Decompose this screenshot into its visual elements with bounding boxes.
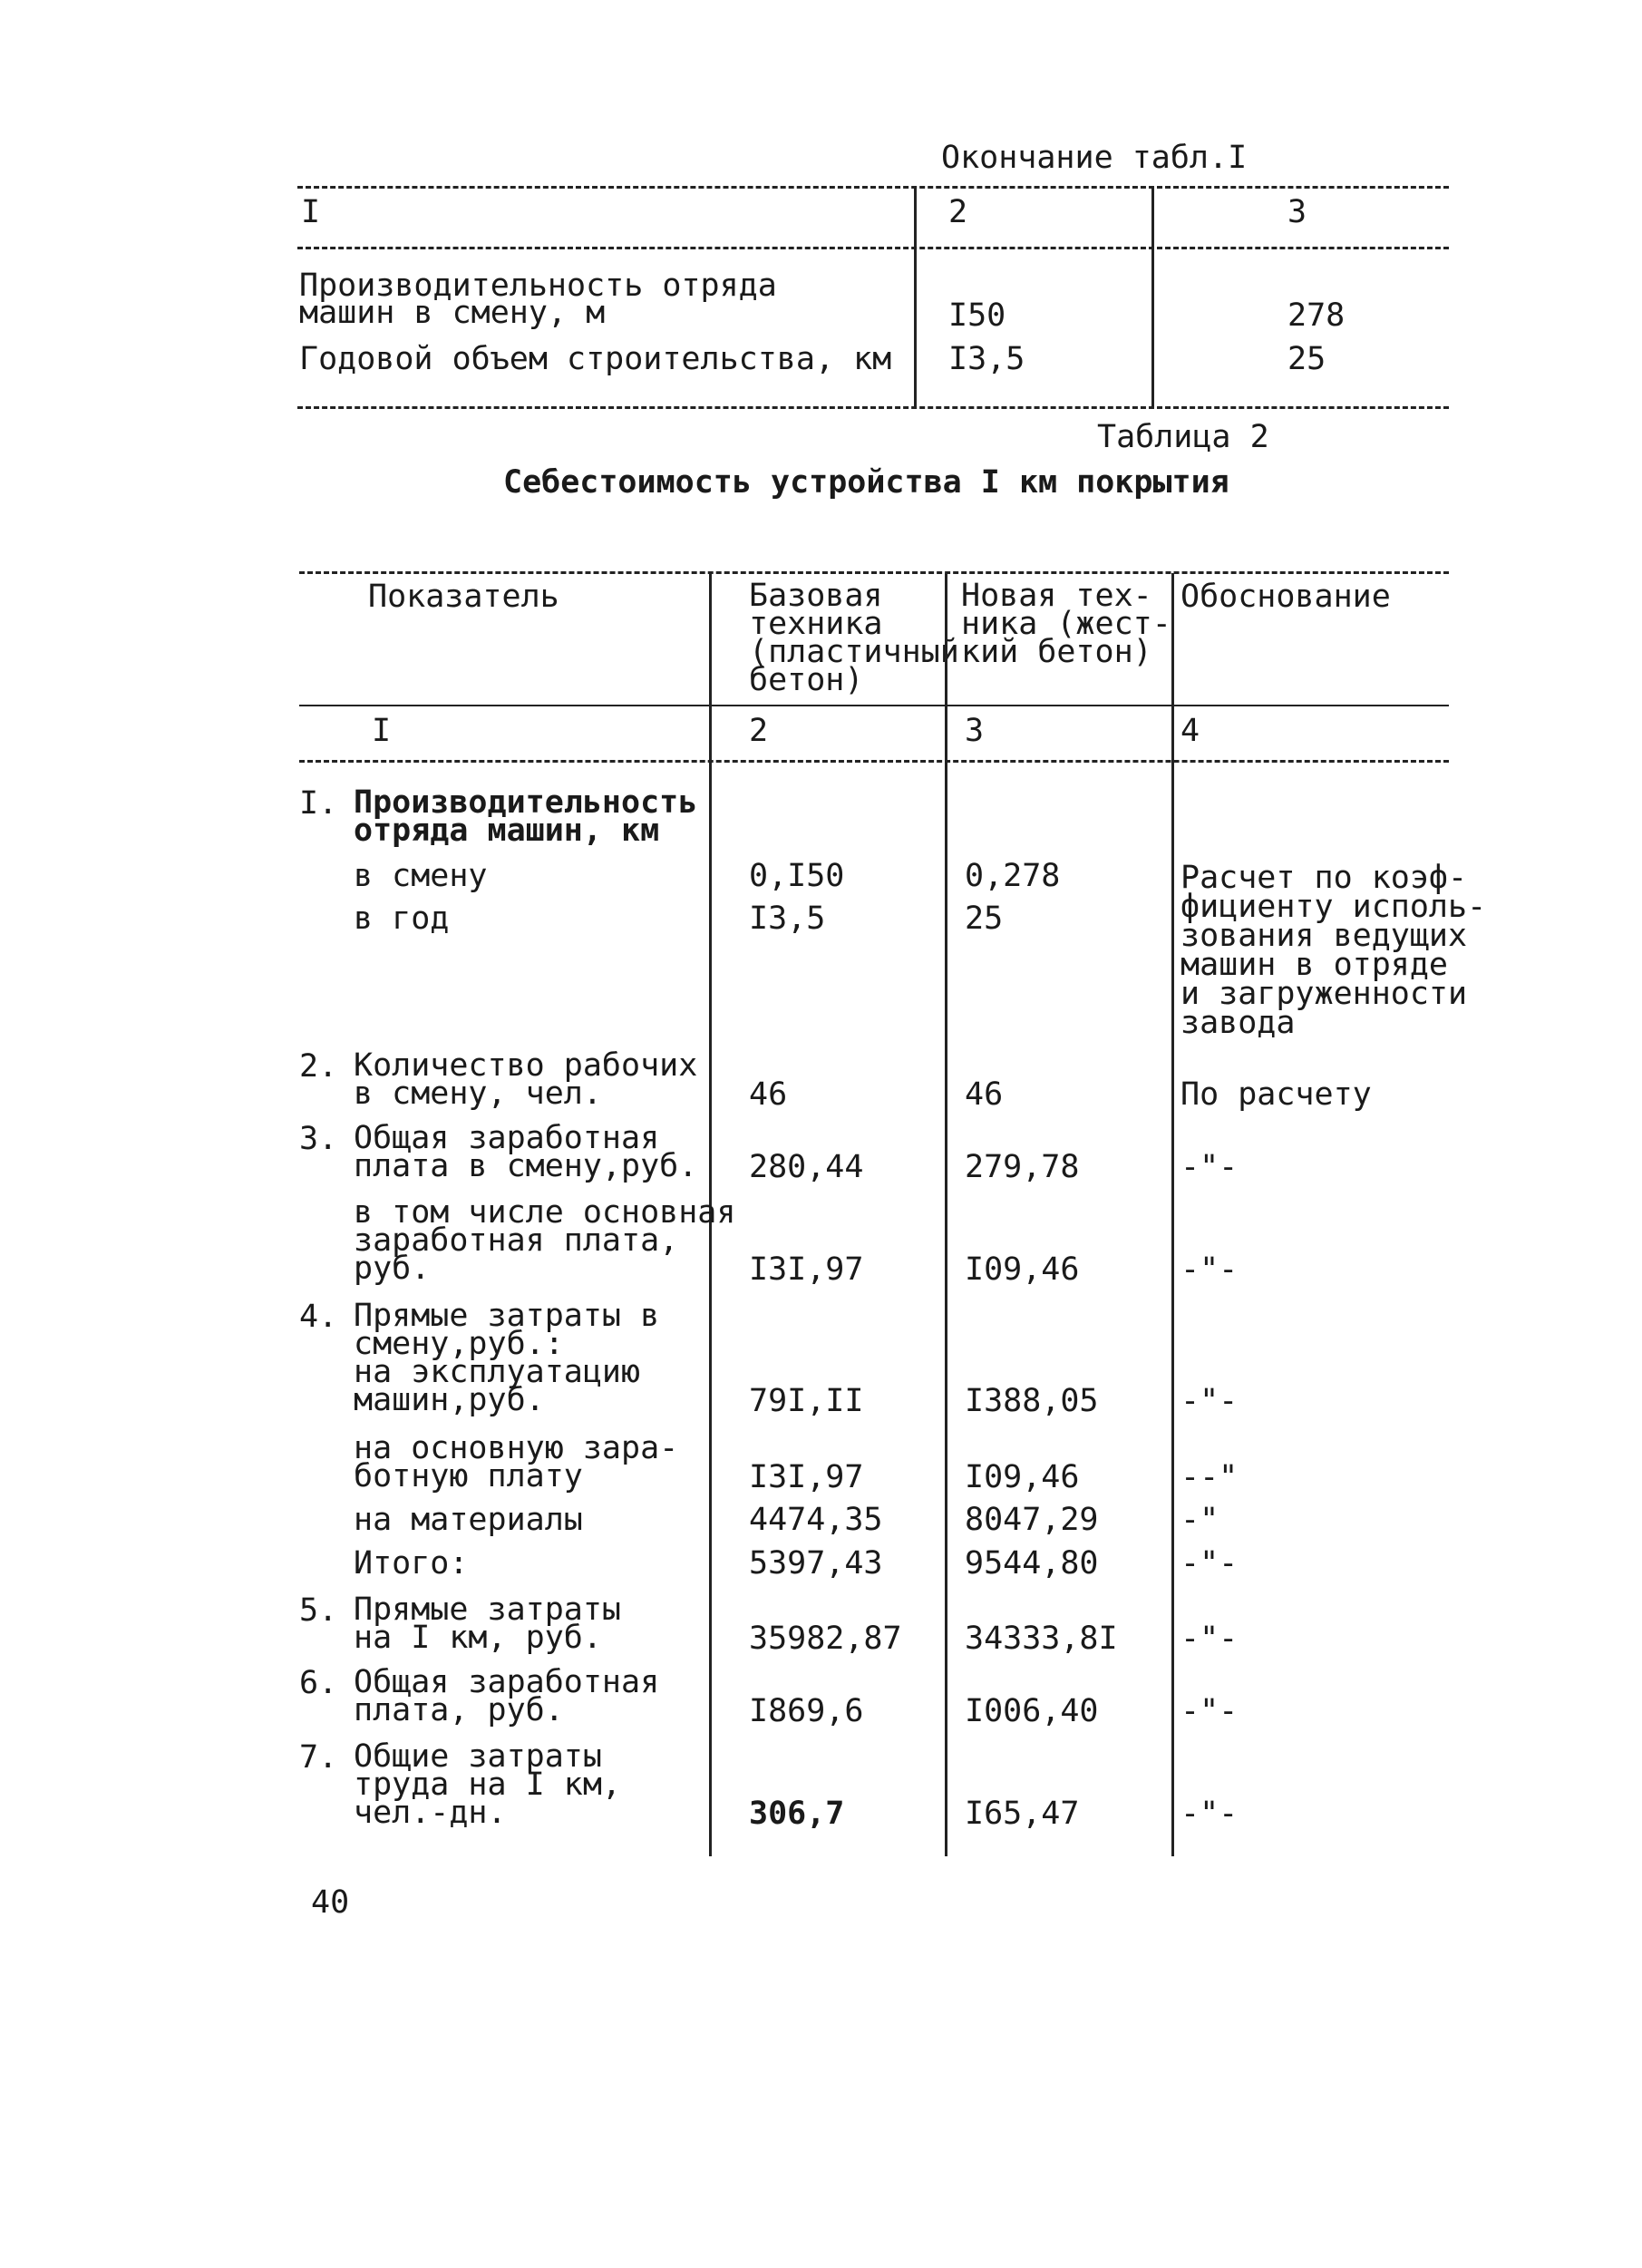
table2-row4-label: Количество рабочих в смену, чел.: [354, 1047, 698, 1112]
table2-colnum-4: 4: [1180, 713, 1200, 749]
table2-row11-justification: -"-: [1180, 1621, 1239, 1657]
table2-row10-val2: 5397,43: [749, 1545, 883, 1582]
table2-row13-justification: -"-: [1180, 1796, 1239, 1832]
table2-row5-justification: -"-: [1180, 1149, 1239, 1185]
table2-row11-label: Прямые затраты на I км, руб.: [354, 1591, 622, 1656]
table1-top-rule: [297, 186, 1449, 189]
table2-colnum-rule: [299, 760, 1449, 763]
table1-row2-val2: I3,5: [948, 341, 1025, 377]
table2-row10-justification: -"-: [1180, 1545, 1239, 1582]
table2-row2-justification: Расчет по коэф- фициенту исполь- зования ведущих машин в отряде и загруженности завода: [1180, 860, 1487, 1041]
table2-row12-val2: I869,6: [749, 1693, 864, 1729]
table1-row1-val3: 278: [1287, 297, 1346, 334]
table1-divider-1: [914, 188, 917, 408]
table2-row6-label: в том числе основная заработная плата, руб.: [354, 1194, 736, 1287]
table2-title: Себестоимость устройства I км покрытия: [503, 464, 1229, 501]
table2-row3-val3: 25: [965, 900, 1004, 937]
table2-row4-val2: 46: [749, 1076, 788, 1113]
table2-row11-val2: 35982,87: [749, 1621, 902, 1657]
table2-row5-num: 3.: [299, 1121, 338, 1157]
table1-row1-val2: I50: [948, 297, 1006, 334]
table2-colnum-1: I: [372, 713, 392, 749]
table2-row10-label: Итого:: [354, 1545, 469, 1582]
table2-label: Таблица 2: [1097, 419, 1269, 455]
table2-divider-3: [1171, 573, 1174, 1856]
table2-row1-label: Производительность отряда машин, км: [354, 784, 698, 849]
table2-row3-val2: I3,5: [749, 900, 826, 937]
table2-row9-justification: -": [1180, 1502, 1219, 1538]
table2-row7-justification: -"-: [1180, 1383, 1239, 1419]
table2-row8-justification: --": [1180, 1459, 1239, 1495]
table2-row7-num: 4.: [299, 1299, 338, 1335]
table2-row8-val3: I09,46: [965, 1459, 1080, 1495]
table2-row1-num: I.: [299, 785, 338, 822]
table1-row2-label: Годовой объем строительства, км: [299, 341, 892, 377]
table1-divider-2: [1151, 188, 1154, 408]
table2-row13-label: Общие затраты труда на I км, чел.-дн.: [354, 1738, 622, 1831]
table2-row13-num: 7.: [299, 1739, 338, 1776]
page-number: 40: [311, 1884, 350, 1921]
table2-row11-val3: 34333,8I: [965, 1621, 1118, 1657]
table2-row13-val3: I65,47: [965, 1796, 1080, 1832]
table2-divider-2: [945, 573, 947, 1856]
table2-header-rule: [299, 705, 1449, 706]
table1-header-rule: [297, 247, 1449, 249]
table2-header-base: Базовая техника (пластичный бетон): [749, 578, 959, 698]
table2-row5-val2: 280,44: [749, 1149, 864, 1185]
table2-header-justification: Обоснование: [1180, 579, 1391, 615]
table1-colnum-1: I: [301, 194, 321, 230]
table2-row12-label: Общая заработная плата, руб.: [354, 1664, 660, 1728]
table2-row7-label: Прямые затраты в смену,руб.: на эксплуатацию машин,руб.: [354, 1298, 660, 1418]
table1-bottom-rule: [297, 406, 1449, 409]
table2-header-indicator: Показатель: [368, 579, 559, 615]
table2-row7-val2: 79I,II: [749, 1383, 864, 1419]
table2-row4-val3: 46: [965, 1076, 1004, 1113]
table2-row12-justification: -"-: [1180, 1693, 1239, 1729]
table2-row4-justification: По расчету: [1180, 1076, 1372, 1113]
table2-row2-val2: 0,I50: [749, 858, 845, 894]
table2-row9-label: на материалы: [354, 1502, 583, 1538]
table2-row8-label: на основную зара- ботную плату: [354, 1430, 679, 1494]
table2-colnum-3: 3: [965, 713, 985, 749]
table2-row7-val3: I388,05: [965, 1383, 1099, 1419]
table2-row4-num: 2.: [299, 1048, 338, 1085]
table1-caption: Окончание табл.I: [941, 140, 1248, 176]
table2-row6-justification: -"-: [1180, 1251, 1239, 1288]
table1-row2-val3: 25: [1287, 341, 1326, 377]
table2-row6-val2: I3I,97: [749, 1251, 864, 1288]
table2-row11-num: 5.: [299, 1592, 338, 1629]
table2-row2-val3: 0,278: [965, 858, 1061, 894]
table2-row9-val3: 8047,29: [965, 1502, 1099, 1538]
table2-row10-val3: 9544,80: [965, 1545, 1099, 1582]
table2-row8-val2: I3I,97: [749, 1459, 864, 1495]
table1-colnum-2: 2: [948, 194, 968, 230]
table2-row2-label: в смену: [354, 858, 488, 894]
table2-row12-val3: I006,40: [965, 1693, 1099, 1729]
table2-row12-num: 6.: [299, 1665, 338, 1701]
table2-row5-val3: 279,78: [965, 1149, 1080, 1185]
table2-header-new: Новая тех- ника (жест- кий бетон): [961, 578, 1171, 670]
table2-top-rule: [299, 571, 1449, 574]
table1-colnum-3: 3: [1287, 194, 1307, 230]
table2-colnum-2: 2: [749, 713, 769, 749]
table2-row9-val2: 4474,35: [749, 1502, 883, 1538]
table2-row13-val2: 306,7: [749, 1796, 845, 1832]
table1-row1-label: Производительность отряда машин в смену, м: [299, 268, 777, 331]
table2-row5-label: Общая заработная плата в смену,руб.: [354, 1120, 698, 1184]
table2-row3-label: в год: [354, 900, 450, 937]
table2-row6-val3: I09,46: [965, 1251, 1080, 1288]
